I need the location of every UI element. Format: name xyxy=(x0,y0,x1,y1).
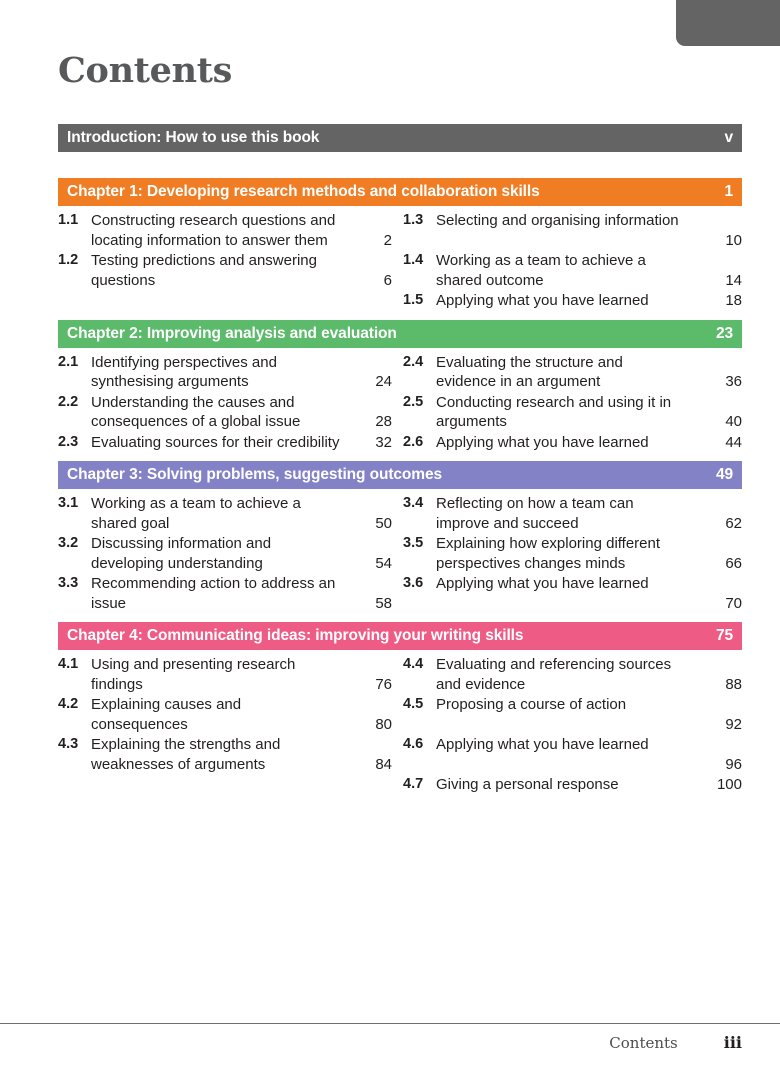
entry-page-number-empty xyxy=(347,291,392,312)
entry-page-number: 58 xyxy=(375,594,392,612)
entry-title: Evaluating sources for their credibility xyxy=(91,433,340,451)
toc-section xyxy=(58,461,742,622)
entry-number: 1.3 xyxy=(403,212,424,228)
entry-title: Applying what you have learned xyxy=(436,433,649,451)
entry-number-empty xyxy=(58,291,91,312)
footer-page-number: iii xyxy=(723,1033,742,1052)
entry-page-number: 44 xyxy=(725,433,742,451)
page-footer xyxy=(0,1033,742,1052)
entry-number: 2.2 xyxy=(58,393,79,410)
entry-title: Constructing research questions and locating information to answer them xyxy=(91,212,336,249)
entry-number: 3.2 xyxy=(58,535,79,551)
entry-page-number: 92 xyxy=(725,715,742,733)
section-heading-bar[interactable] xyxy=(58,461,742,489)
entry-page-number: 96 xyxy=(725,755,742,773)
section-heading-bar[interactable] xyxy=(58,622,742,650)
column-gap xyxy=(392,251,403,291)
column-gap xyxy=(392,353,403,393)
entry-title: Using and presenting research findings xyxy=(91,656,296,693)
entry-page-number: 6 xyxy=(383,271,392,289)
column-gap xyxy=(392,574,403,614)
chapter-thumb-tab-icon xyxy=(676,0,780,46)
section-heading-label: Chapter 1: Developing research methods and collaboration skills xyxy=(67,183,540,200)
toc-section xyxy=(58,622,742,804)
entry-page-number: 100 xyxy=(716,776,742,793)
section-heading-page-number: 49 xyxy=(715,466,733,483)
column-gap xyxy=(392,494,403,534)
column-gap xyxy=(392,534,403,574)
entry-number: 3.6 xyxy=(403,575,424,591)
entry-page-number: 28 xyxy=(375,413,392,430)
entry-title: Evaluating the structure and evidence in an argument xyxy=(436,353,623,390)
entry-title: Working as a team to achieve a shared outcome xyxy=(436,252,646,289)
entry-number: 3.3 xyxy=(58,575,79,591)
entry-title: Working as a team to achieve a shared goal xyxy=(91,495,301,532)
entry-title: Understanding the causes and consequences of a global issue xyxy=(91,393,301,430)
entry-title: Evaluating and referencing sources and evidence xyxy=(436,656,672,693)
section-heading-bar[interactable] xyxy=(58,124,742,152)
entry-number: 4.4 xyxy=(403,656,424,672)
section-entry-grid xyxy=(58,348,742,454)
section-heading-label: Chapter 3: Solving problems, suggesting outcomes xyxy=(67,466,443,483)
section-entry-grid xyxy=(58,206,742,312)
section-heading-page-number: v xyxy=(724,129,733,146)
section-entry-grid xyxy=(58,489,742,614)
section-heading-label: Chapter 4: Communicating ideas: improving your writing skills xyxy=(67,627,524,644)
section-heading-bar[interactable] xyxy=(58,178,742,206)
entry-number: 3.5 xyxy=(403,535,424,551)
entry-title: Giving a personal response xyxy=(436,776,619,793)
entry-page-number: 14 xyxy=(725,271,742,289)
section-heading-page-number: 75 xyxy=(715,627,733,644)
entry-page-number: 84 xyxy=(375,755,392,773)
section-heading-page-number: 1 xyxy=(724,183,733,200)
column-gap xyxy=(392,211,403,251)
section-entry-grid xyxy=(58,650,742,796)
entry-title: Selecting and organising information xyxy=(436,212,679,229)
entry-title: Conducting research and using it in arguments xyxy=(436,393,672,430)
entry-page-number: 88 xyxy=(725,675,742,693)
entry-page-number: 76 xyxy=(375,675,392,693)
entry-number: 2.4 xyxy=(403,353,424,370)
entry-title: Reflecting on how a team can improve and succeed xyxy=(436,495,634,532)
entry-number: 1.4 xyxy=(403,252,424,268)
entry-title: Proposing a course of action xyxy=(436,696,627,713)
entry-number: 4.6 xyxy=(403,736,424,752)
entry-title: Explaining causes and consequences xyxy=(91,696,242,733)
entry-number: 2.5 xyxy=(403,393,424,410)
column-gap xyxy=(392,695,403,735)
entry-number: 4.2 xyxy=(58,696,79,712)
column-gap xyxy=(392,655,403,695)
entry-title: Explaining how exploring different perspectives changes minds xyxy=(436,535,661,572)
entry-number: 4.7 xyxy=(403,776,424,792)
entry-number: 2.6 xyxy=(403,433,424,450)
entry-number: 1.5 xyxy=(403,292,424,308)
entry-number: 4.1 xyxy=(58,656,79,672)
entry-title-empty xyxy=(91,775,347,796)
entry-page-number: 32 xyxy=(375,433,392,451)
entry-title: Identifying perspectives and synthesising arguments xyxy=(91,353,277,390)
entry-number: 2.1 xyxy=(58,353,79,370)
entry-page-number: 2 xyxy=(383,231,392,249)
entry-title: Applying what you have learned xyxy=(436,736,649,753)
page-title: Contents xyxy=(58,50,233,91)
column-gap xyxy=(392,291,403,312)
entry-page-number: 50 xyxy=(375,514,392,532)
toc-section xyxy=(58,320,742,462)
section-heading-bar[interactable] xyxy=(58,320,742,348)
entry-title-empty xyxy=(91,291,347,312)
entry-title: Testing predictions and answering questions xyxy=(91,252,317,289)
entry-title: Applying what you have learned xyxy=(436,292,649,309)
footer-section-label: Contents xyxy=(609,1034,678,1052)
footer-divider xyxy=(0,1023,780,1024)
entry-page-number: 10 xyxy=(725,231,742,249)
section-heading-page-number: 23 xyxy=(715,324,733,342)
entry-number: 1.1 xyxy=(58,212,79,228)
entry-number: 2.3 xyxy=(58,433,79,450)
column-gap xyxy=(392,393,403,433)
section-spacer xyxy=(58,152,742,170)
section-heading-label: Introduction: How to use this book xyxy=(67,129,320,146)
entry-page-number: 40 xyxy=(725,413,742,430)
column-gap xyxy=(392,433,403,454)
section-heading-label: Chapter 2: Improving analysis and evaluation xyxy=(67,324,397,342)
entry-page-number: 66 xyxy=(725,554,742,572)
entry-title: Applying what you have learned xyxy=(436,575,649,592)
toc-section xyxy=(58,124,742,178)
entry-page-number: 80 xyxy=(375,715,392,733)
table-of-contents xyxy=(58,124,742,804)
entry-title: Recommending action to address an issue xyxy=(91,575,336,612)
entry-title: Discussing information and developing understanding xyxy=(91,535,272,572)
entry-page-number: 62 xyxy=(725,514,742,532)
entry-page-number: 36 xyxy=(725,373,742,390)
entry-number: 4.3 xyxy=(58,736,79,752)
entry-page-number: 24 xyxy=(375,373,392,390)
entry-page-number: 70 xyxy=(725,594,742,612)
entry-number-empty xyxy=(58,775,91,796)
entry-number: 4.5 xyxy=(403,696,424,712)
column-gap xyxy=(392,775,403,796)
column-gap xyxy=(392,735,403,775)
entry-page-number-empty xyxy=(347,775,392,796)
entry-page-number: 18 xyxy=(725,292,742,309)
entry-title: Explaining the strengths and weaknesses of arguments xyxy=(91,736,281,773)
entry-number: 1.2 xyxy=(58,252,79,268)
entry-number: 3.4 xyxy=(403,495,424,511)
toc-section xyxy=(58,178,742,320)
entry-page-number: 54 xyxy=(375,554,392,572)
entry-number: 3.1 xyxy=(58,495,79,511)
